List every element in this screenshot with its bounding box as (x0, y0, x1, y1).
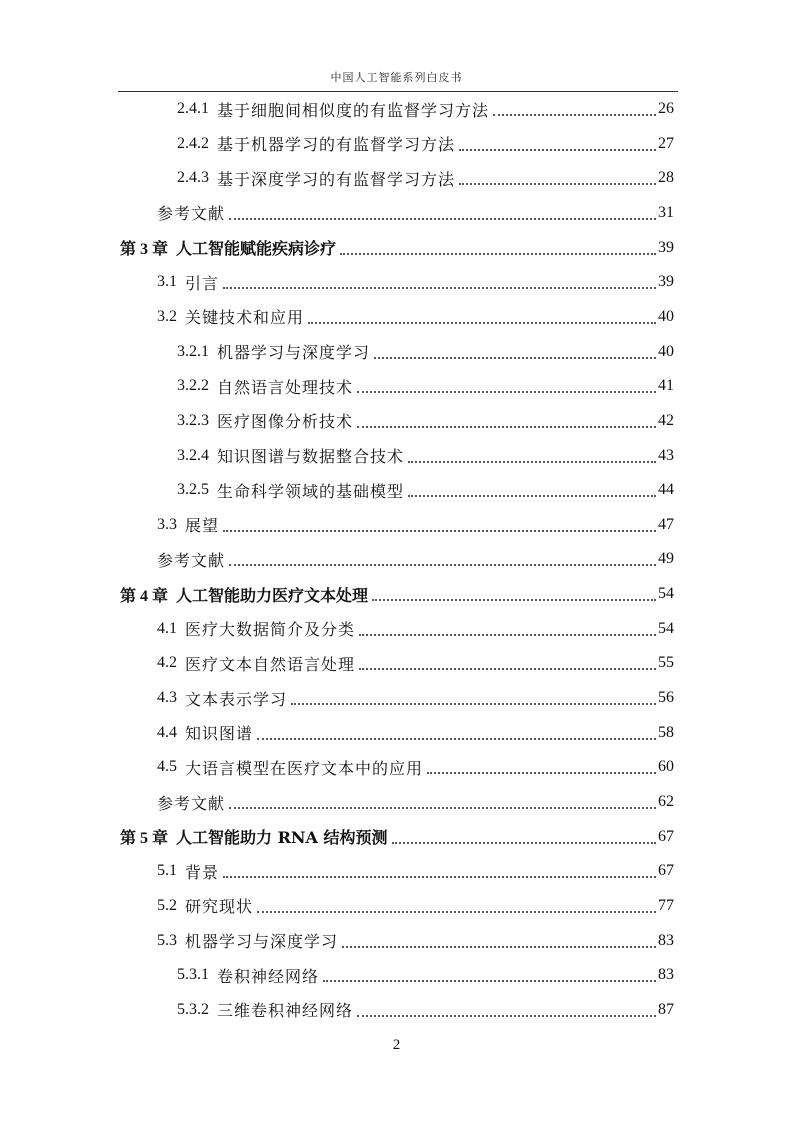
toc-entry-page: 47 (658, 515, 674, 533)
toc-entry-title: 展望 (185, 516, 220, 536)
toc-entry-title: 人工智能助力 RNA 结构预测 (176, 828, 388, 848)
toc-entry-number: 3.2.4 (177, 446, 209, 464)
toc-entry-number: 4.2 (157, 654, 177, 672)
toc-entry-title: 大语言模型在医疗文本中的应用 (185, 758, 424, 778)
toc-entry-number: 3.2 (157, 307, 177, 325)
toc-entry-number: 2.4.1 (177, 100, 209, 117)
toc-entry-number: 5.1 (157, 862, 177, 880)
toc-entry-page: 28 (658, 169, 674, 187)
toc-entry-title: 机器学习与深度学习 (217, 343, 371, 363)
toc-entry-page: 26 (658, 100, 674, 117)
toc-entry-page: 60 (658, 758, 674, 776)
toc-dot-leader (359, 668, 656, 670)
toc-entry-title: 医疗文本自然语言处理 (185, 654, 356, 674)
toc-entry-page: 67 (658, 827, 674, 845)
toc-entry-title: 关键技术和应用 (185, 308, 305, 328)
toc-entry[interactable] (120, 231, 674, 265)
toc-entry-title: 知识图谱与数据整合技术 (217, 447, 405, 466)
toc-entry-page: 39 (658, 238, 674, 256)
toc-entry-number: 2.4.3 (177, 169, 209, 187)
toc-entry-page: 56 (658, 689, 674, 707)
page-number: 2 (392, 1037, 401, 1053)
toc-entry-page: 67 (658, 862, 674, 880)
toc-entry-number: 5.3.1 (177, 966, 209, 984)
toc-entry[interactable] (157, 924, 674, 958)
toc-entry[interactable] (157, 716, 674, 750)
toc-entry-page: 83 (658, 931, 674, 949)
toc-entry-title: 参考文献 (157, 550, 226, 570)
toc-entry-page: 40 (658, 307, 674, 325)
toc-entry[interactable] (177, 335, 674, 369)
toc-entry-title: 引言 (185, 273, 220, 293)
toc-entry-title: 机器学习与深度学习 (185, 932, 339, 952)
toc-entry-page: 27 (658, 134, 674, 152)
toc-entry[interactable] (157, 196, 674, 230)
toc-dot-leader (291, 703, 656, 705)
toc-entry[interactable] (157, 681, 674, 715)
toc-entry-number: 3.2.5 (177, 481, 209, 499)
toc-dot-leader (229, 218, 656, 220)
toc-entry[interactable] (177, 404, 674, 438)
toc-entry-title: 人工智能助力医疗文本处理 (176, 585, 369, 605)
toc-entry-page: 31 (658, 203, 674, 221)
toc-entry[interactable] (157, 508, 674, 542)
toc-entry-page: 41 (658, 377, 674, 395)
toc-entry-title: 文本表示学习 (185, 689, 288, 709)
toc-entry-page: 54 (658, 585, 674, 603)
toc-entry[interactable] (177, 993, 674, 1027)
toc-dot-leader (257, 738, 656, 740)
toc-dot-leader (340, 253, 656, 255)
toc-entry[interactable] (177, 127, 674, 161)
toc-entry-number: 2.4.2 (177, 134, 209, 152)
toc-dot-leader (392, 842, 657, 844)
toc-dot-leader (357, 426, 656, 428)
toc-dot-leader (223, 530, 656, 532)
toc-entry-page: 42 (658, 411, 674, 429)
toc-entry[interactable] (120, 577, 674, 611)
toc-entry[interactable] (157, 542, 674, 576)
toc-entry-page: 44 (658, 481, 674, 499)
toc-entry-page: 39 (658, 273, 674, 291)
toc-entry-page: 40 (658, 342, 674, 360)
toc-entry-title: 生命科学领域的基础模型 (217, 481, 405, 501)
toc-entry-title: 参考文献 (157, 793, 226, 813)
toc-entry[interactable] (157, 785, 674, 819)
toc-entry-number: 4.1 (157, 619, 177, 637)
toc-entry-title: 三维卷积神经网络 (217, 1001, 354, 1021)
toc-entry-title: 医疗大数据简介及分类 (185, 620, 356, 640)
toc-dot-leader (223, 287, 656, 289)
toc-entry-number: 第 4 章 (120, 587, 169, 605)
toc-dot-leader (459, 183, 656, 185)
toc-dot-leader (359, 634, 656, 636)
toc-entry-number: 3.2.2 (177, 377, 209, 395)
toc-entry-title: 研究现状 (185, 897, 254, 917)
toc-entry-number: 3.1 (157, 273, 177, 291)
toc-entry-title: 背景 (185, 862, 220, 882)
toc-dot-leader (374, 357, 656, 359)
toc-dot-leader (408, 495, 656, 497)
toc-entry-number: 4.3 (157, 689, 177, 707)
toc-dot-leader (459, 149, 656, 151)
toc-entry-title: 医疗图像分析技术 (217, 412, 354, 432)
toc-dot-leader (427, 772, 656, 774)
toc-dot-leader (229, 807, 656, 809)
toc-entry-number: 第 3 章 (120, 241, 169, 259)
toc-entry-number: 第 5 章 (120, 830, 169, 848)
toc-entry-title: 基于细胞间相似度的有监督学习方法 (217, 100, 490, 120)
toc-dot-leader (308, 322, 656, 324)
toc-entry[interactable] (177, 161, 674, 195)
toc-entry-number: 5.2 (157, 896, 177, 914)
toc-entry-page: 54 (658, 619, 674, 637)
toc-entry-title: 卷积神经网络 (217, 966, 320, 986)
toc-entry[interactable] (177, 92, 674, 126)
toc-entry[interactable] (157, 612, 674, 646)
toc-entry[interactable] (157, 750, 674, 784)
toc-entry[interactable] (157, 889, 674, 923)
toc-entry-number: 3.3 (157, 515, 177, 533)
toc-entry-number: 3.2.1 (177, 342, 209, 360)
toc-entry[interactable] (157, 854, 674, 888)
toc-dot-leader (408, 461, 656, 463)
toc-entry-title: 基于深度学习的有监督学习方法 (217, 169, 456, 189)
toc-dot-leader (372, 599, 656, 601)
toc-entry-number: 5.3.2 (177, 1000, 209, 1018)
toc-entry[interactable] (120, 820, 674, 854)
toc-entry-page: 77 (658, 896, 674, 914)
toc-dot-leader (323, 980, 656, 982)
toc-entry-page: 43 (658, 446, 674, 464)
toc-dot-leader (223, 876, 656, 878)
toc-entry-number: 3.2.3 (177, 411, 209, 429)
toc-entry-page: 58 (658, 723, 674, 741)
toc-entry[interactable] (157, 646, 674, 680)
toc-dot-leader (229, 564, 656, 566)
toc-entry-title: 知识图谱 (185, 724, 254, 744)
toc-entry-title: 参考文献 (157, 204, 226, 224)
toc-dot-leader (357, 391, 656, 393)
toc-entry-number: 4.4 (157, 723, 177, 741)
toc-dot-leader (342, 946, 656, 948)
toc-entry-title: 基于机器学习的有监督学习方法 (217, 135, 456, 155)
toc-entry-title: 人工智能赋能疾病诊疗 (176, 239, 337, 259)
toc-entry-page: 55 (658, 654, 674, 672)
toc-entry-page: 87 (658, 1000, 674, 1018)
toc-entry-number: 4.5 (157, 758, 177, 776)
toc-entry[interactable] (157, 265, 674, 299)
toc-dot-leader (357, 1015, 656, 1017)
toc-entry-page: 83 (658, 966, 674, 984)
toc-entry-page: 62 (658, 793, 674, 810)
toc-entry[interactable] (157, 300, 674, 334)
toc-dot-leader (493, 114, 656, 116)
toc-entry[interactable] (177, 369, 674, 403)
toc-entry[interactable] (177, 473, 674, 507)
toc-entry[interactable] (177, 439, 674, 473)
toc-entry-page: 49 (658, 550, 674, 568)
running-header-title: 中国人工智能系列白皮书 (330, 71, 463, 84)
toc-dot-leader (257, 911, 656, 913)
toc-entry-title: 自然语言处理技术 (217, 377, 354, 397)
toc-entry[interactable] (177, 958, 674, 992)
toc-entry-number: 5.3 (157, 931, 177, 949)
